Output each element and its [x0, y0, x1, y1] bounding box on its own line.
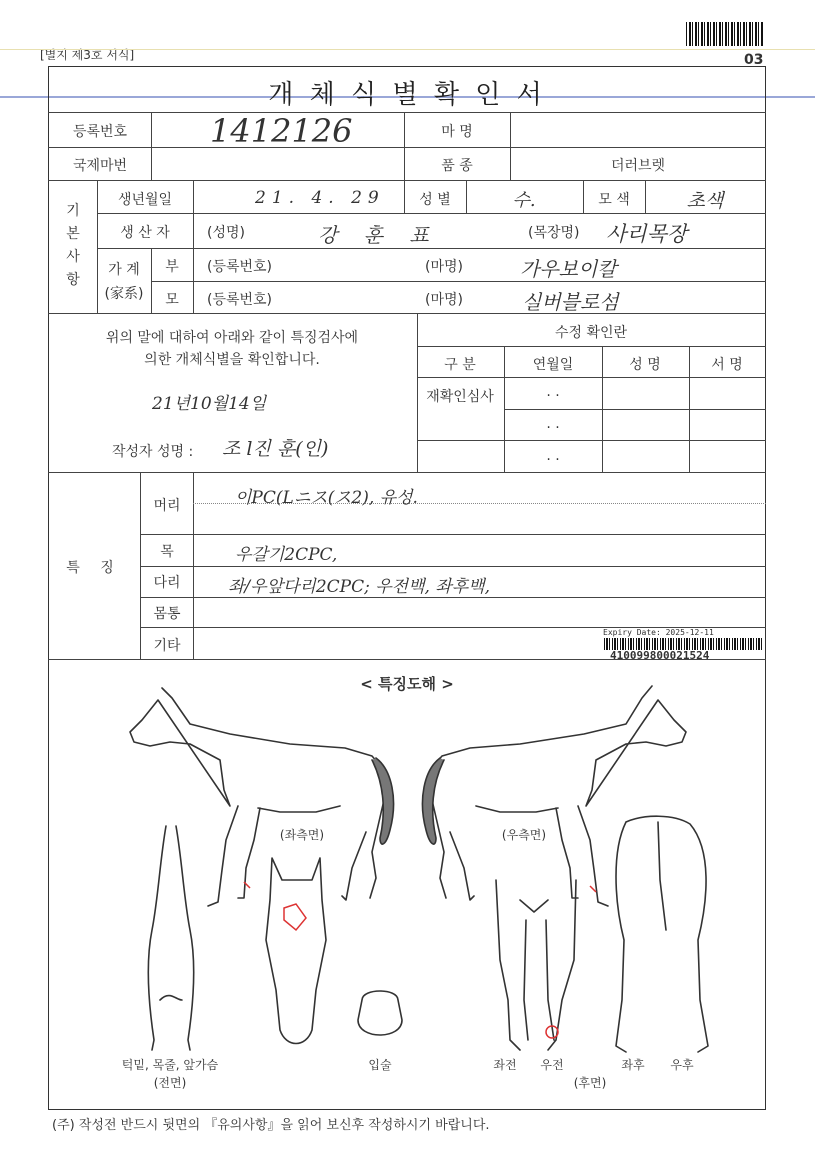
- reg-no-label: 등록번호: [72, 124, 128, 140]
- sire-name: 가우보이칼: [520, 257, 617, 281]
- revision-col-sign: 서 명: [711, 357, 743, 373]
- producer-name: 강 훈 표: [318, 223, 439, 247]
- left-fore-label: 좌전: [493, 1058, 517, 1072]
- revision-title: 수정 확인란: [554, 325, 628, 341]
- sex-label: 성 별: [419, 192, 451, 208]
- dam-label: 모: [165, 292, 179, 308]
- revision-row-label: 재확인심사: [426, 389, 494, 405]
- page-title: 개 체 식 별 확 인 서: [268, 80, 546, 110]
- revision-col-type: 구 분: [444, 357, 476, 373]
- revision-dots-3: . .: [546, 448, 560, 464]
- body-label: 몸통: [153, 606, 181, 622]
- revision-dots-1: . .: [546, 384, 560, 400]
- rear-view: [616, 816, 708, 1052]
- right-hind-mark: [590, 886, 596, 892]
- farm-sub: (목장명): [528, 225, 580, 241]
- farm-value: 사리목장: [606, 222, 688, 246]
- revision-col-date: 연월일: [532, 357, 574, 373]
- dam-reg-sub: (등록번호): [207, 292, 273, 308]
- sex-value: 수.: [512, 190, 536, 211]
- producer-label: 생 산 자: [120, 225, 170, 241]
- head-front-view: [266, 858, 326, 1044]
- head-star-mark: [284, 904, 306, 930]
- lips-label: 입술: [368, 1058, 392, 1072]
- birth-label: 생년월일: [117, 192, 173, 208]
- breed-label: 품 종: [441, 158, 473, 174]
- right-horse-outline: [430, 686, 686, 906]
- left-hind-label: 좌후: [621, 1058, 645, 1072]
- form-label: [별지 제3호 서식]: [40, 48, 135, 62]
- sire-name-sub: (마명): [425, 259, 463, 275]
- intl-no-label: 국제마번: [72, 158, 128, 174]
- sire-label: 부: [165, 259, 179, 275]
- diagram-title: < 특징도해 >: [360, 675, 454, 693]
- left-horse-outline: [130, 688, 384, 906]
- breed-value: 더러브렛: [610, 158, 666, 174]
- right-side-label: (우측면): [501, 828, 547, 842]
- coat-value: 초색: [686, 190, 724, 212]
- confirm-line-2: 의한 개체식별을 확인합니다.: [144, 352, 320, 368]
- dam-name: 실버블로섬: [522, 290, 619, 314]
- front-view-label: (전면): [153, 1076, 187, 1090]
- neck-value: 우갈기2CPC,: [235, 545, 338, 565]
- head-value: 이PC(Lニス(ス2), 유성.: [235, 488, 418, 508]
- leg-value: 좌/우앞다리2CPC; 우전백, 좌후백,: [228, 577, 490, 597]
- reg-no-value: 1412126: [210, 112, 353, 150]
- other-label: 기타: [153, 638, 181, 654]
- birth-value: 21. 4. 29: [255, 188, 385, 208]
- coat-label: 모 색: [598, 192, 630, 208]
- head-label: 머리: [153, 498, 181, 514]
- barcode-number: 410099800021524: [610, 649, 710, 662]
- front-neck-view: [148, 826, 193, 1050]
- basic-section-label: 기 본 사 항: [66, 203, 80, 288]
- pedigree-label: 가 계: [108, 262, 140, 278]
- leg-label: 다리: [153, 575, 181, 591]
- writer-signature: 조 l진 훈(인): [222, 438, 329, 460]
- dam-name-sub: (마명): [425, 292, 463, 308]
- footer-note: (주) 작성전 반드시 뒷면의 『유의사항』을 읽어 보신후 작성하시기 바랍니다.: [52, 1118, 490, 1133]
- left-side-label: (좌측면): [279, 828, 325, 842]
- right-hind-label: 우후: [670, 1058, 694, 1072]
- lips-view: [358, 991, 402, 1035]
- features-section-label: 특 징: [66, 560, 122, 576]
- left-horse-tail: [372, 758, 394, 844]
- right-fore-label: 우전: [540, 1058, 564, 1072]
- writer-label: 작성자 성명 :: [112, 444, 194, 460]
- right-horse-tail: [422, 758, 444, 844]
- confirm-line-1: 위의 말에 대하여 아래와 같이 특징검사에: [105, 330, 359, 346]
- front-area-labels: 턱밑, 목줄, 앞가슴: [121, 1058, 219, 1072]
- rear-view-label: (후면): [573, 1076, 607, 1090]
- front-legs-view: [496, 880, 576, 1050]
- page-number: 03: [744, 52, 764, 68]
- neck-label: 목: [160, 544, 174, 560]
- barcode-expiry: Expiry Date: 2025-12-11: [603, 628, 714, 637]
- horse-name-label: 마 명: [441, 124, 473, 140]
- revision-dots-2: . .: [546, 416, 560, 432]
- sire-reg-sub: (등록번호): [207, 259, 273, 275]
- revision-col-name: 성 명: [629, 357, 661, 373]
- pedigree-label-hanja: (家系): [104, 286, 144, 302]
- confirm-date: 21년10월14일: [152, 394, 267, 414]
- producer-name-sub: (성명): [207, 225, 245, 241]
